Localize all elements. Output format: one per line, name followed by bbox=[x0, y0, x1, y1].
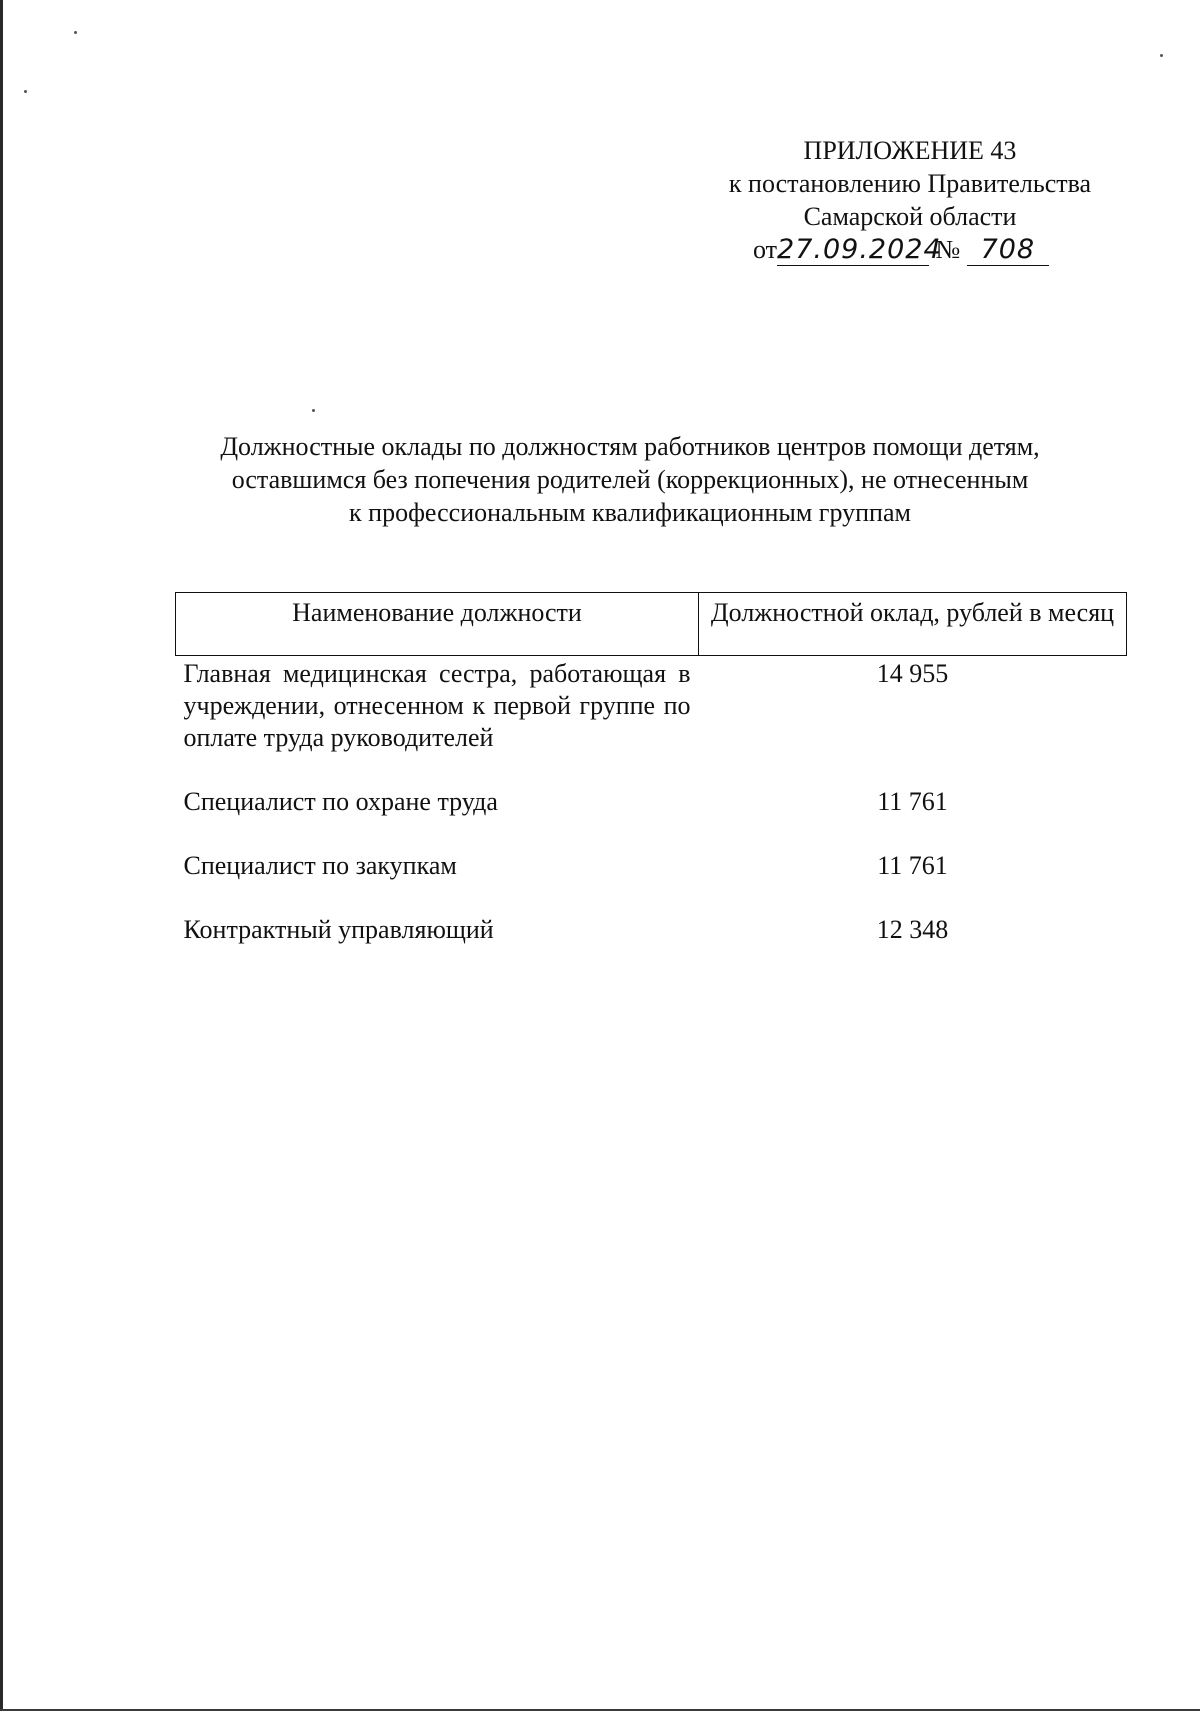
table-row bbox=[176, 656, 1127, 787]
table-row bbox=[176, 850, 1127, 914]
header-salary: Должностной оклад, рублей в месяц bbox=[699, 593, 1127, 656]
document-title-line-2: оставшимся без попечения родителей (коррекционных), не отнесенным bbox=[231, 465, 1029, 494]
appendix-date-number-line bbox=[690, 233, 1130, 266]
position-salary: 11 761 bbox=[877, 787, 948, 816]
appendix-region-line: Самарской области bbox=[803, 202, 1017, 231]
position-salary: 11 761 bbox=[877, 851, 948, 880]
position-salary: 14 955 bbox=[876, 659, 949, 688]
salary-table bbox=[175, 592, 1127, 978]
position-name: Главная медицинская сестра, работающая в учреждении, отнесенном к первой группе по оплате труда руководителей bbox=[183, 659, 691, 752]
header-position: Наименование должности bbox=[176, 593, 699, 656]
appendix-title: ПРИЛОЖЕНИЕ 43 bbox=[803, 136, 1017, 165]
scan-edge-left bbox=[0, 0, 3, 1711]
table-row bbox=[176, 786, 1127, 850]
table-row bbox=[176, 914, 1127, 978]
date-prefix: от bbox=[753, 235, 778, 264]
scan-speck bbox=[1160, 54, 1163, 57]
appendix-resolution-line: к постановлению Правительства bbox=[728, 169, 1092, 198]
position-salary: 12 348 bbox=[876, 915, 949, 944]
position-name: Специалист по охране труда bbox=[183, 787, 498, 816]
handwritten-number: 708 bbox=[967, 235, 1049, 266]
scan-speck bbox=[74, 31, 77, 34]
table-header-row bbox=[176, 593, 1127, 656]
document-title-line-3: к профессиональным квалификационным группам bbox=[349, 498, 911, 527]
position-name: Специалист по закупкам bbox=[183, 851, 457, 880]
appendix-header bbox=[690, 134, 1130, 266]
document-title bbox=[140, 430, 1120, 529]
document-title-line-1: Должностные оклады по должностям работников центров помощи детям, bbox=[220, 432, 1040, 461]
scan-speck bbox=[312, 409, 315, 412]
position-name: Контрактный управляющий bbox=[183, 915, 494, 944]
handwritten-date: 27.09.2024 bbox=[777, 234, 942, 265]
number-prefix: № bbox=[935, 235, 961, 264]
scan-speck bbox=[24, 90, 27, 93]
